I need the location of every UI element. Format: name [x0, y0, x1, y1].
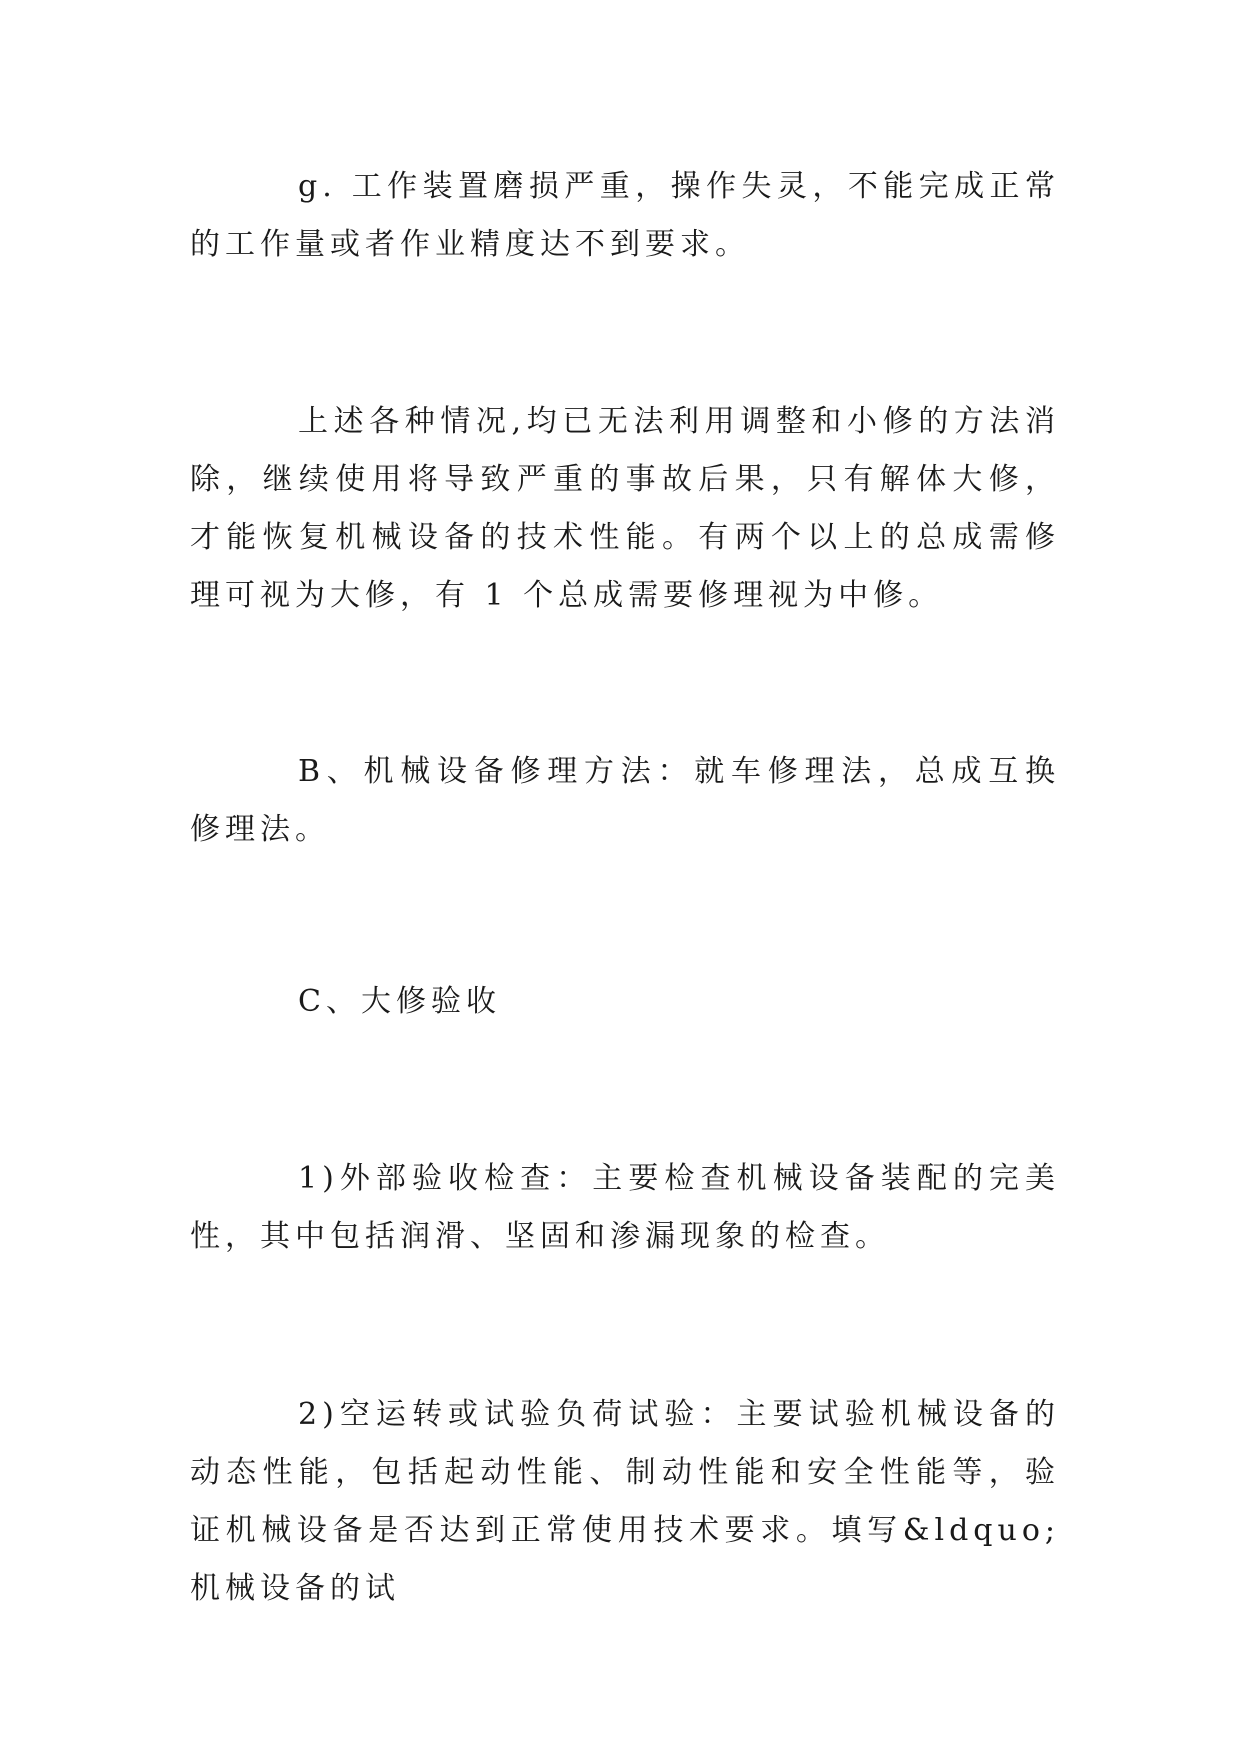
paragraph-load-test: 2)空运转或试验负荷试验：主要试验机械设备的动态性能，包括起动性能、制动性能和安全性能等，验证机械设备是否达到正常使用技术要求。填写&ldquo;机械设备的试: [190, 1397, 1060, 1606]
paragraph-overhaul-acceptance: C、大修验收: [298, 984, 501, 1019]
paragraph-worn-device: g. 工作装置磨损严重，操作失灵，不能完成正常的工作量或者作业精度达不到要求。: [190, 169, 1060, 262]
paragraph-overhaul-conditions: 上述各种情况,均已无法利用调整和小修的方法消除，继续使用将导致严重的事故后果，只有解体大修，才能恢复机械设备的技术性能。有两个以上的总成需修理可视为大修，有 1 个总成需要修理视为中修。: [190, 404, 1060, 613]
paragraph-external-inspection: 1)外部验收检查：主要检查机械设备装配的完美性，其中包括润滑、坚固和渗漏现象的检查。: [190, 1161, 1060, 1254]
paragraph-repair-methods: B、机械设备修理方法：就车修理法，总成互换修理法。: [190, 754, 1060, 847]
